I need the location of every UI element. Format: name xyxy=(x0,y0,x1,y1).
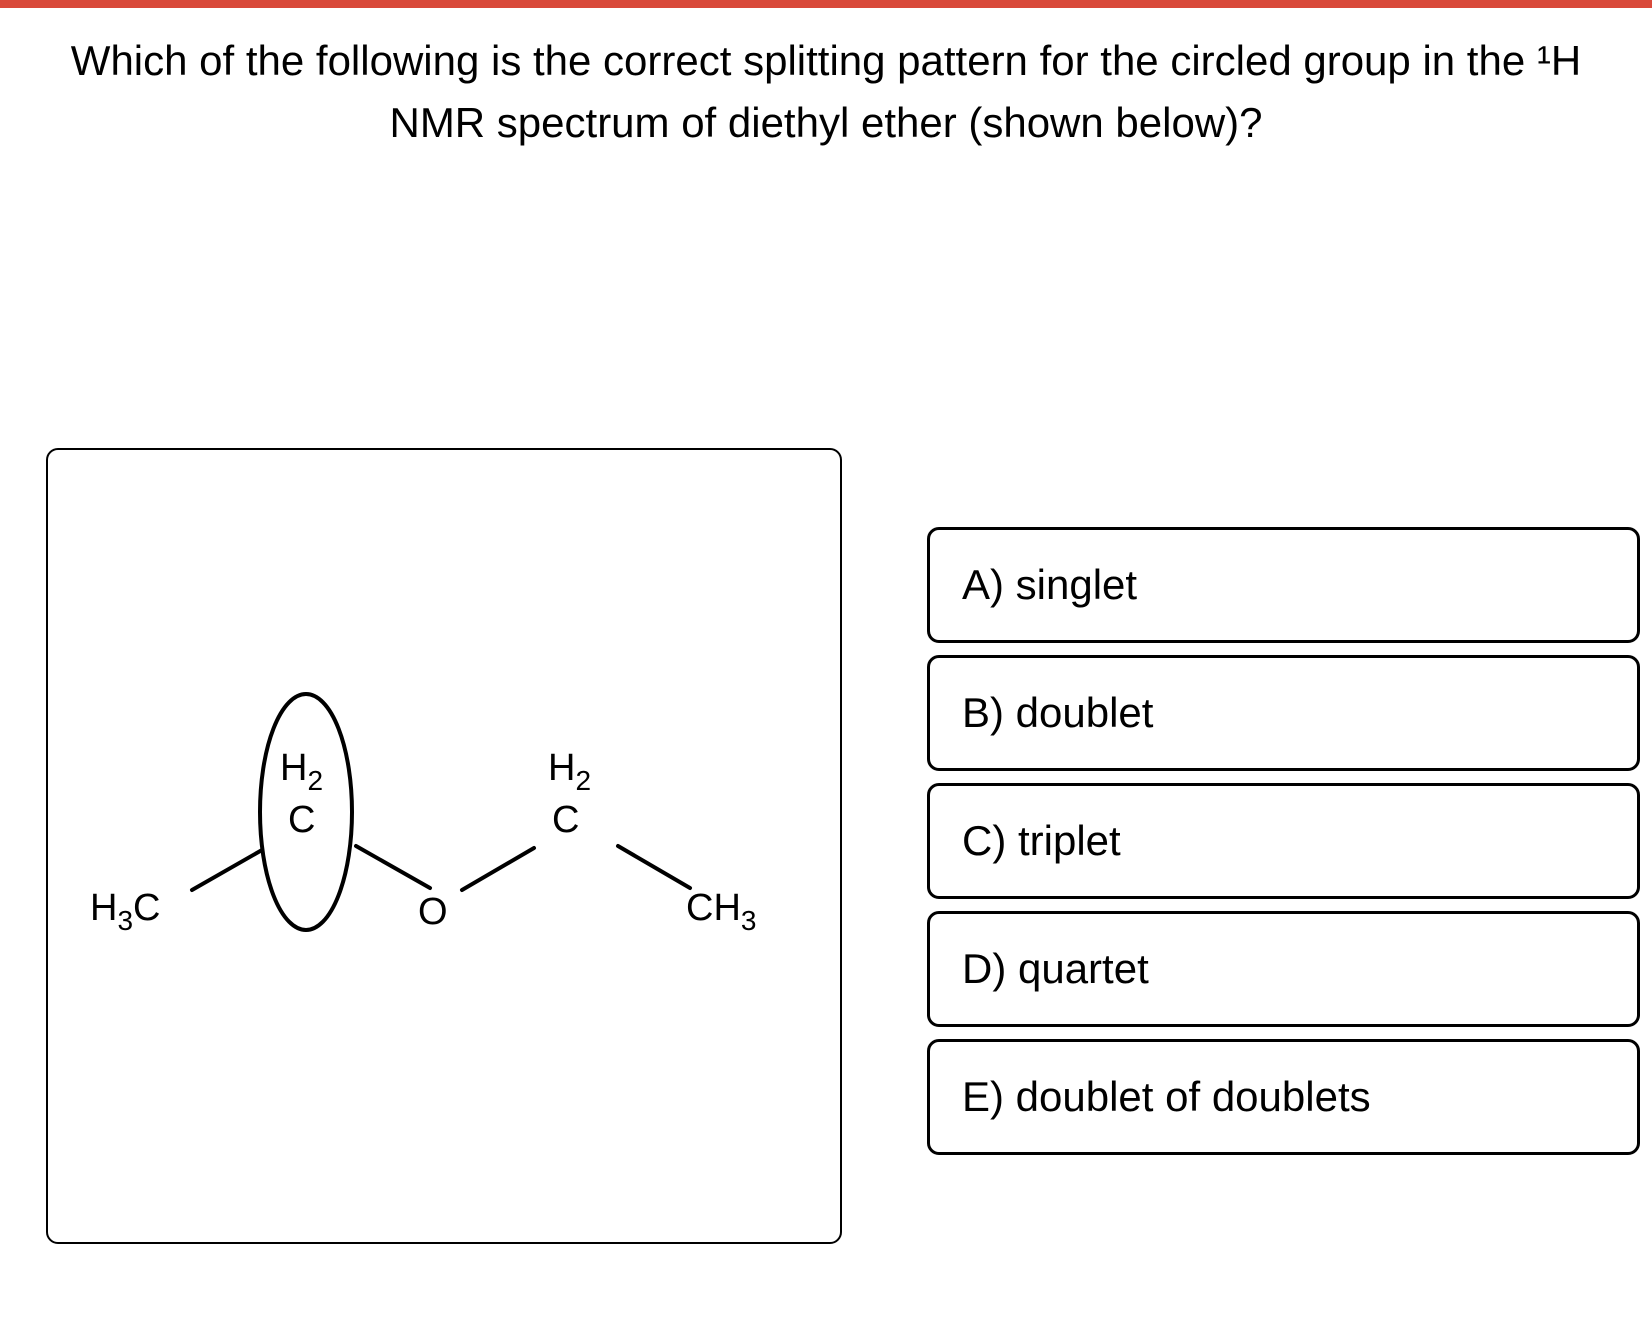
bond-ch3-ch2-left xyxy=(192,850,262,890)
option-c-label: C) triplet xyxy=(962,817,1121,864)
h3c-label: $H_3C$ xyxy=(90,887,161,936)
option-b-button[interactable] xyxy=(927,655,1640,771)
top-accent-bar xyxy=(0,0,1652,8)
option-a-label: A) singlet xyxy=(962,561,1138,608)
ch2-right-h-label: $H_2$ xyxy=(548,747,592,796)
ch2-right-c-label: C xyxy=(552,799,580,841)
option-b-label: B) doublet xyxy=(962,689,1154,736)
diethyl-ether-structure xyxy=(48,450,844,1246)
bond-o-ch2-right xyxy=(462,848,534,890)
option-d-label: D) quartet xyxy=(962,945,1149,992)
question-text xyxy=(20,30,1632,154)
question-line-2: NMR spectrum of diethyl ether (shown below)? xyxy=(389,99,1263,146)
answer-options xyxy=(927,527,1640,1167)
option-a-button[interactable] xyxy=(927,527,1640,643)
ch3-label: $CH_3$ xyxy=(686,887,757,936)
ch2-left-h-label: $H_2$ xyxy=(280,747,324,796)
option-e-button[interactable] xyxy=(927,1039,1640,1155)
oxygen-label: O xyxy=(418,891,448,933)
option-c-button[interactable] xyxy=(927,783,1640,899)
bond-ch2-ch3-right xyxy=(618,846,690,888)
bond-ch2-o-left xyxy=(356,846,430,888)
ch2-left-c-label: C xyxy=(288,799,316,841)
option-d-button[interactable] xyxy=(927,911,1640,1027)
molecule-figure xyxy=(46,448,842,1244)
question-line-1: Which of the following is the correct splitting pattern for the circled group in the ¹H xyxy=(70,37,1582,84)
option-e-label: E) doublet of doublets xyxy=(962,1073,1371,1120)
